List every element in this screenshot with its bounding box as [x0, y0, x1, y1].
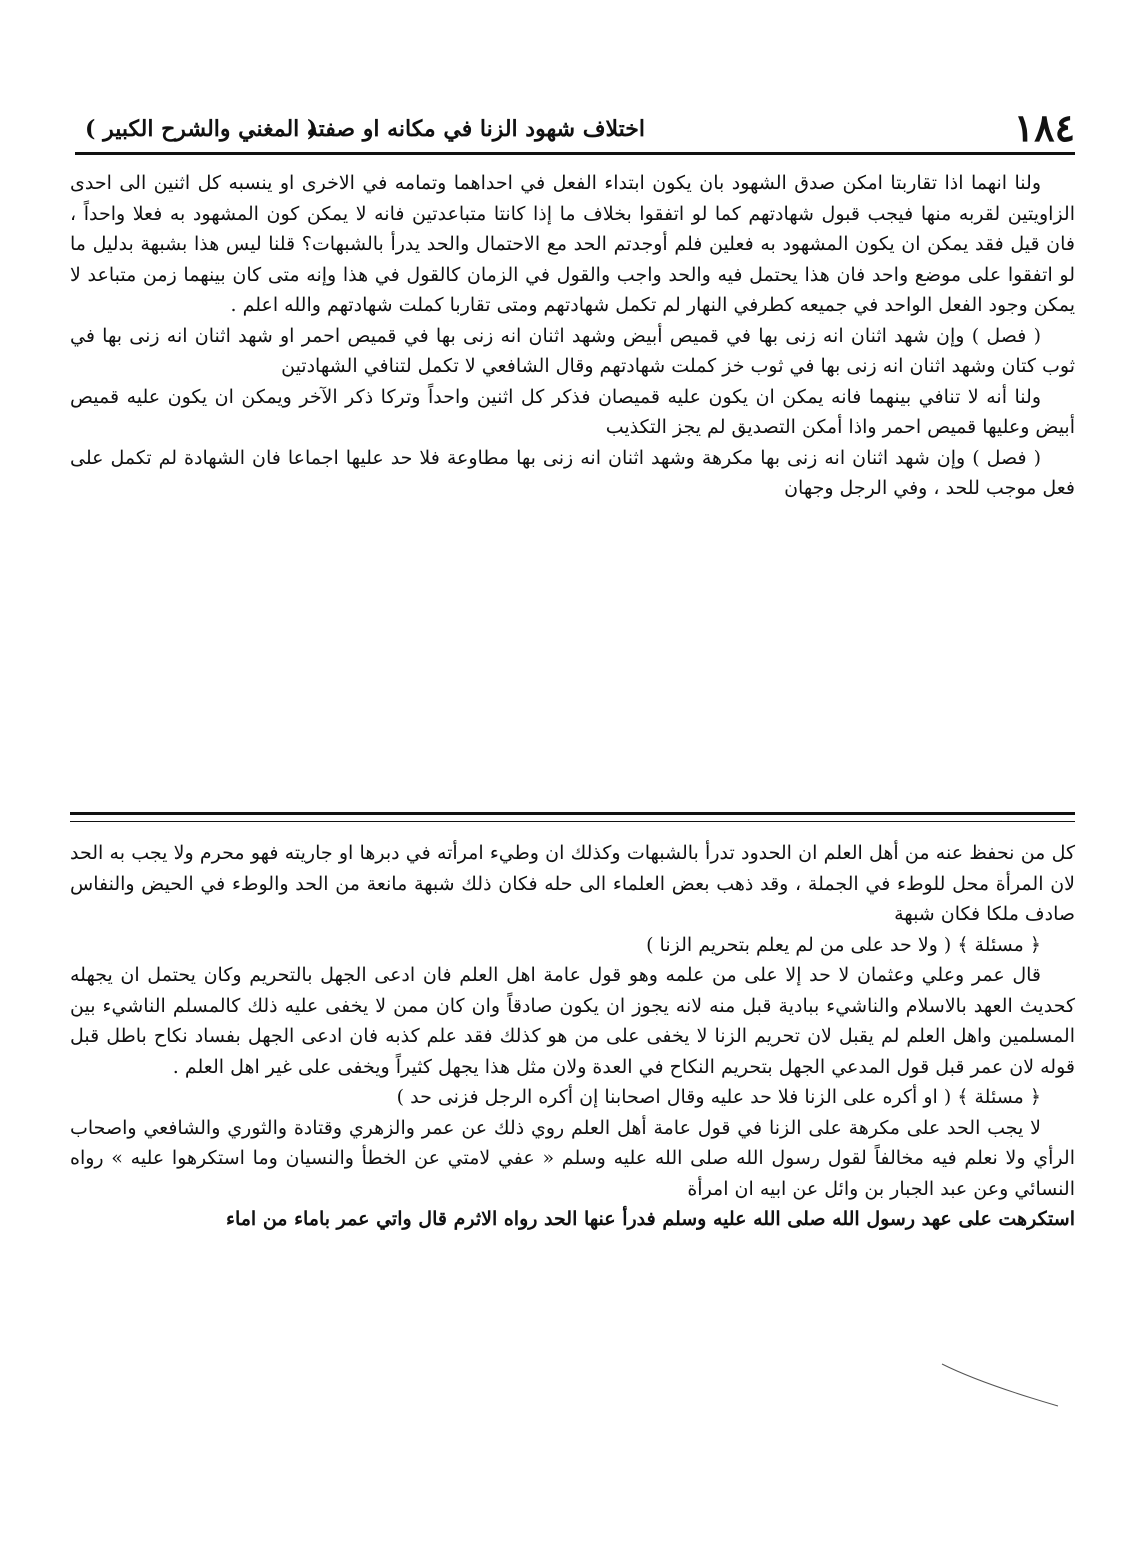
main-paragraph: ( فصل ) وإن شهد اثنان انه زنى بها في قميص أبيض وشهد اثنان انه زنى بها في قميص احمر او شهد اثنان انه زنى بها في ثوب كتان وشهد اثنان انه زنى بها في ثوب خز كملت شهادتهم وقال الشافعي لا تكمل لتنافي الشهادتين [70, 324, 1075, 377]
main-paragraph: ( فصل ) وإن شهد اثنان انه زنى بها مكرهة وشهد اثنان انه زنى بها مطاوعة فلا حد عليها اجماعا فان الشهادة لم تكمل على فعل موجب للحد ، وفي الرجل وجهان [70, 446, 1075, 499]
main-text [70, 168, 1075, 504]
main-paragraph: ولنا أنه لا تنافي بينهما فانه يمكن ان يكون عليه قميصان فذكر كل اثنين واحداً وتركا ذكر الآخر ويمكن ان يكون عليه قميص أبيض وعليها قميص احمر واذا أمكن التصديق لم يجز التكذيب [70, 385, 1075, 438]
commentary-paragraph: كل من نحفظ عنه من أهل العلم ان الحدود تدرأ بالشبهات وكذلك ان وطيء امرأته في دبرها او جاريته فهو محرم ولا يجب به الحد لان المرأة محل للوطء في الجملة ، وقد ذهب بعض العلماء الى حله فكان ذلك شبهة مانعة من الحد والوطء في الحيض والنفاس صادف ملكا فكان شبهة [70, 842, 1075, 925]
main-paragraph: ولنا انهما اذا تقاربتا امكن صدق الشهود بان يكون ابتداء الفعل في احداهما وتمامه في الاخرى او ينسبه كل اثنين الى احدى الزاويتين لقربه منها فيجب قبول شهادتهم كما لو اتفقوا بخلاف ما إذا كانتا متباعدتين فانه لا يمكن كون المشهود به فعلا واحداً ، فان قيل فقد يمكن ان يكون المشهود به فعلين فلم أوجدتم الحد مع الاحتمال والحد يدرأ بالشبهات؟ قلنا ليس هذا بشبهة بدليل ما لو اتفقوا على موضع واحد فان هذا يحتمل فيه والحد واجب والقول في الزمان كالقول في هذا وإنه متى كان بينهما زمن متباعد لا يمكن وجود الفعل الواحد في جميعه كطرفي النهار لم تكمل شهادتهم ومتى تقاربا كملت شهادتهم والله اعلم . [70, 172, 1075, 316]
commentary-paragraph: قال عمر وعلي وعثمان لا حد إلا على من علمه وهو قول عامة اهل العلم فان ادعى الجهل بالتحريم وكان يحتمل ان يجهله كحديث العهد بالاسلام والناشيء ببادية قبل منه لانه يجوز ان يكون صادقاً وان كان ممن لا يخفى عليه ذلك كالمسلم الناشيء بين المسلمين واهل العلم لم يقبل لان تحريم الزنا لا يخفى على من هو كذلك فقد علم كذبه فان ادعى الجهل بفساد نكاح باطل قبل قوله لان عمر قبل قول المدعي الجهل بتحريم النكاح في العدة ولان مثل هذا يجهل كثيراً ويخفى على غير اهل العلم . [70, 964, 1075, 1078]
page-number: ١٨٤ [1013, 105, 1075, 150]
commentary-paragraph: لا يجب الحد على مكرهة على الزنا في قول عامة أهل العلم روي ذلك عن عمر والزهري وقتادة والثوري والشافعي واصحاب الرأي ولا نعلم فيه مخالفاً لقول رسول الله صلى الله عليه وسلم « عفي لامتي عن الخطأ والنسيان وما استكرهوا عليه » رواه النسائي وعن عبد الجبار بن وائل عن ابيه ان امرأة [70, 1116, 1075, 1200]
issue-heading: ﴿ مسئلة ﴾ ( او أكره على الزنا فلا حد عليه وقال اصحابنا إن أكره الرجل فزنى حد ) [396, 1086, 1041, 1108]
chapter-title: اختلاف شهود الزنا في مكانه او صفته [306, 116, 645, 142]
page-header [75, 100, 1075, 155]
commentary-last-line: استكرهت على عهد رسول الله صلى الله عليه وسلم فدرأ عنها الحد رواه الاثرم قال واتي عمر باماء من اماء [226, 1208, 1075, 1230]
pencil-mark [940, 1360, 1060, 1410]
book-title: ( المغني والشرح الكبير ) [85, 116, 318, 142]
commentary-text [70, 838, 1075, 1235]
section-divider [70, 812, 1075, 822]
issue-heading: ﴿ مسئلة ﴾ ( ولا حد على من لم يعلم بتحريم الزنا ) [646, 933, 1041, 956]
